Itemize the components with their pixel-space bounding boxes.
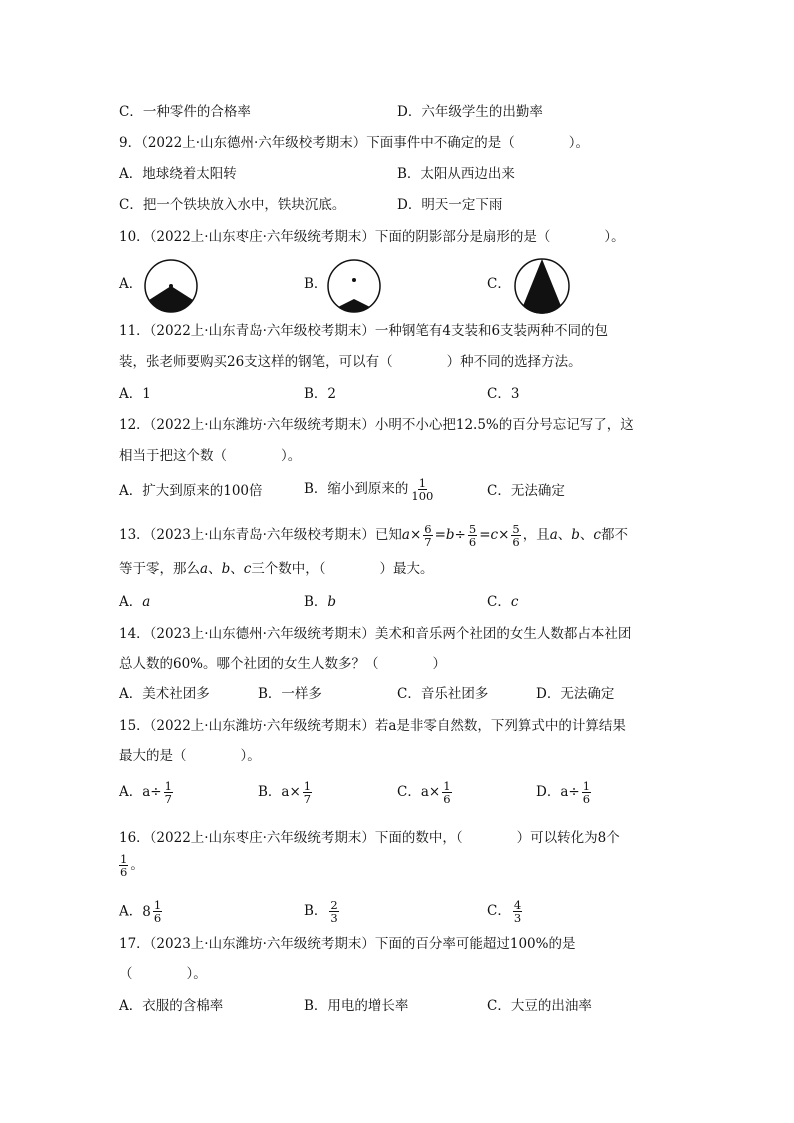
separator: 、 (579, 527, 594, 543)
variable-c: c (243, 561, 252, 577)
variable-a: a (401, 527, 410, 543)
question-9-option-c: C．把一个铁块放入水中，铁块沉底。 (119, 197, 346, 213)
option-label: C． (487, 903, 511, 919)
fraction-numerator: 1 (582, 779, 591, 793)
sector-diagram-c (513, 256, 573, 316)
question-16-stem-line1: 16．（2022上·山东枣庄·六年级统考期末）下面的数中，（ ）可以转化为8个 (119, 830, 620, 846)
question-12-option-b (304, 477, 436, 502)
stem-text: 13．（2023上·山东青岛·六年级校考期末）已知 (119, 527, 402, 543)
question-11-stem-line2: 装，张老师要购买26支这样的钢笔，可以有（ ）种不同的选择方法。 (119, 354, 582, 370)
question-17-option-a: A．衣服的含棉率 (119, 998, 224, 1014)
equals-sign: = (434, 527, 446, 543)
fraction-numerator: 1 (153, 898, 162, 912)
option-c-text: C．一种零件的合格率 (119, 104, 251, 120)
fraction-numerator: 5 (468, 522, 477, 536)
variable-c: c (510, 594, 519, 610)
option-d-text: D．六年级学生的出勤率 (397, 104, 543, 120)
fraction (153, 899, 162, 924)
question-13-option-b (304, 592, 336, 612)
question-15-option-d (536, 780, 593, 805)
fraction (442, 780, 451, 805)
question-15-option-a (119, 780, 175, 805)
fraction-numerator: 1 (164, 779, 172, 793)
question-12-stem-line2: 相当于把这个数（ ）。 (119, 448, 302, 464)
fraction-denominator: 6 (153, 911, 162, 925)
question-14-option-b: B．一样多 (258, 686, 322, 702)
fraction-numerator: 1 (443, 779, 451, 793)
sector-diagram-b (326, 258, 382, 314)
question-11-option-a: A．1 (119, 386, 151, 402)
stem-text: ，且 (522, 527, 550, 543)
fraction-numerator: 1 (303, 779, 312, 793)
question-12-option-c: C．无法确定 (487, 483, 565, 499)
fraction-denominator: 3 (330, 911, 338, 925)
sector-diagram-a (143, 258, 199, 314)
variable-c: c (593, 527, 601, 543)
question-13-option-a (119, 592, 150, 612)
separator: 、 (208, 561, 222, 577)
fraction-denominator: 3 (513, 911, 522, 925)
stem-text: 等于零，那么 (119, 561, 200, 577)
question-9-option-d: D．明天一定下雨 (397, 197, 503, 213)
variable-a: a (142, 594, 151, 610)
question-15-option-b (258, 780, 314, 805)
fraction-denominator: 6 (582, 792, 591, 806)
fraction (468, 523, 477, 548)
option-label: C． (487, 594, 511, 610)
question-10-option-b: B． (304, 276, 328, 292)
times-sign: × (409, 527, 422, 543)
stem-text: 。 (130, 857, 144, 873)
question-15-stem-line2: 最大的是（ ）。 (119, 748, 261, 764)
question-14-option-d: D．无法确定 (536, 686, 615, 702)
question-14-stem-line1: 14．（2023上·山东德州·六年级统考期末）美术和音乐两个社团的女生人数都占本社团 (119, 626, 632, 642)
question-9-option-b: B．太阳从西边出来 (397, 166, 515, 182)
fraction (511, 523, 520, 548)
fraction-denominator: 6 (512, 535, 520, 549)
fraction-numerator: 2 (330, 898, 338, 912)
option-label: B．a× (258, 784, 301, 800)
question-13-option-c (487, 592, 518, 612)
fraction (329, 899, 338, 924)
fraction (582, 780, 591, 805)
question-14-stem-line2: 总人数的60%。哪个社团的女生人数多？（ ） (119, 656, 447, 672)
fraction-numerator: 6 (424, 522, 432, 536)
fraction-numerator: 1 (120, 852, 128, 866)
question-9-option-a: A．地球绕着太阳转 (119, 166, 237, 182)
question-16-option-b (304, 899, 341, 924)
separator: 、 (230, 561, 244, 577)
fraction-denominator: 7 (164, 792, 172, 806)
fraction-denominator: 7 (424, 535, 432, 549)
fraction-denominator: 7 (303, 792, 312, 806)
fraction (410, 477, 434, 502)
stem-text: 三个数中，（ ）最大。 (251, 561, 434, 577)
question-15-stem-line1: 15．（2022上·山东潍坊·六年级统考期末）若a是非零自然数，下列算式中的计算结果 (119, 718, 626, 734)
stem-text: 都不 (600, 527, 628, 543)
fraction-denominator: 100 (411, 489, 434, 503)
option-label: D．a÷ (536, 784, 580, 800)
divide-sign: ÷ (454, 527, 466, 543)
times-sign: × (498, 527, 510, 543)
variable-b: b (571, 527, 580, 543)
option-label: A．a÷ (119, 784, 162, 800)
fraction-denominator: 6 (443, 792, 451, 806)
question-11-option-b: B．2 (304, 386, 337, 402)
fraction (164, 780, 173, 805)
option-label: A． (119, 594, 143, 610)
equals-sign: = (479, 527, 491, 543)
variable-b: b (221, 561, 231, 577)
question-11-option-c: C．3 (487, 386, 520, 402)
question-9-stem: 9．（2022上·山东德州·六年级校考期末）下面事件中不确定的是（ ）。 (119, 135, 590, 151)
question-16-stem-line2 (119, 853, 144, 878)
question-11-stem-line1: 11．（2022上·山东青岛·六年级校考期末）一种钢笔有4支装和6支装两种不同的包 (119, 323, 609, 339)
fraction-numerator: 5 (512, 522, 520, 536)
fraction (119, 853, 128, 878)
question-16-option-a (119, 899, 164, 924)
option-b-prefix: B．缩小到原来的 (304, 481, 409, 497)
variable-a: a (549, 527, 558, 543)
question-10-option-a: A． (119, 276, 143, 292)
fraction-denominator: 6 (120, 865, 128, 879)
separator: 、 (557, 527, 572, 543)
question-10-stem: 10．（2022上·山东枣庄·六年级统考期末）下面的阴影部分是扇形的是（ ）。 (119, 229, 625, 245)
question-17-stem-line2: （ ）。 (119, 966, 207, 982)
question-14-option-c: C．音乐社团多 (397, 686, 489, 702)
mixed-number (142, 899, 164, 924)
question-12-stem-line1: 12．（2022上·山东潍坊·六年级统考期末）小明不小心把12.5%的百分号忘记写了，这 (119, 417, 634, 433)
option-label: C．a× (397, 784, 441, 800)
variable-b: b (445, 527, 455, 543)
question-14-option-a: A．美术社团多 (119, 686, 210, 702)
variable-b: b (327, 594, 337, 610)
question-17-option-b: B．用电的增长率 (304, 998, 409, 1014)
fraction (303, 780, 312, 805)
fraction (513, 899, 522, 924)
question-15-option-c (397, 780, 454, 805)
question-10-option-c: C． (487, 276, 511, 292)
question-17-option-c: C．大豆的出油率 (487, 998, 592, 1014)
variable-a: a (200, 561, 209, 577)
whole-part: 8 (142, 903, 151, 920)
question-16-option-c (487, 899, 524, 924)
fraction-numerator: 1 (418, 476, 427, 490)
option-label: A． (119, 903, 143, 920)
fraction (423, 523, 432, 548)
question-13-stem-line1 (119, 523, 628, 548)
variable-c: c (490, 527, 499, 543)
question-17-stem-line1: 17．（2023上·山东潍坊·六年级统考期末）下面的百分率可能超过100%的是 (119, 936, 576, 952)
option-label: B． (304, 903, 328, 919)
fraction-numerator: 4 (513, 898, 522, 912)
option-label: B． (304, 594, 328, 610)
question-12-option-a: A．扩大到原来的100倍 (119, 483, 263, 499)
fraction-denominator: 6 (468, 535, 477, 549)
question-13-stem-line2 (119, 559, 434, 579)
